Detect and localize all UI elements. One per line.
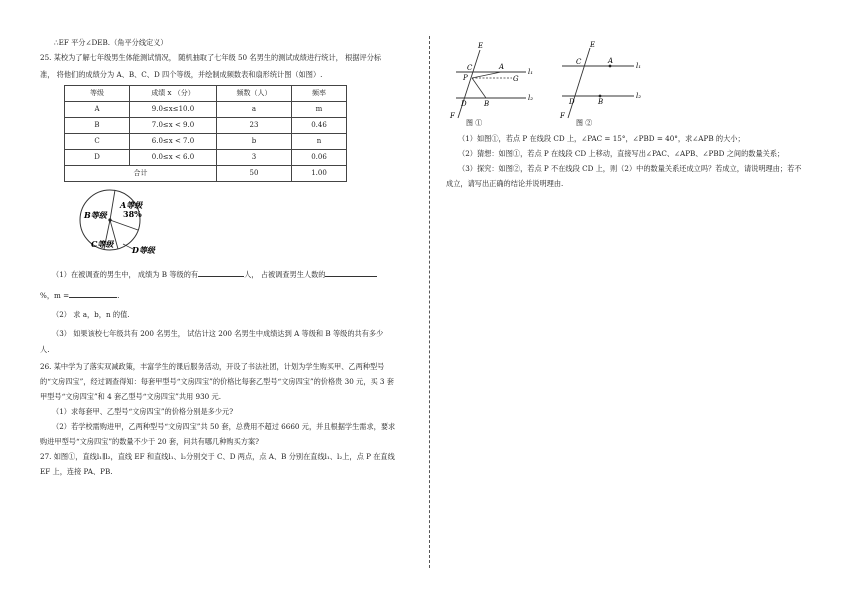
table-cell: m <box>292 102 347 118</box>
right-column <box>446 38 826 188</box>
table-cell: A <box>65 102 130 118</box>
q25-sub1-text: %，m = <box>40 291 70 300</box>
q26-sub1: （1）求每套甲、乙型号“文房四宝”的价格分别是多少元? <box>52 407 234 416</box>
q25-sub3-cont: 人. <box>40 345 50 354</box>
column-divider <box>429 36 430 568</box>
segment-pa <box>472 72 501 78</box>
table-total-row <box>65 166 347 182</box>
answer-blank <box>198 268 244 277</box>
table-row <box>65 102 347 118</box>
left-column <box>40 38 428 476</box>
table-cell: b <box>217 134 292 150</box>
frequency-table <box>64 85 347 182</box>
q25-line1: 25. 某校为了解七年级男生体能测试情况， 随机抽取了七年级 50 名男生的测试成绩进行统计， 根据评分标 <box>40 53 382 62</box>
point-a-dot <box>609 65 612 68</box>
fig2-label-b: B <box>598 98 604 106</box>
table-cell: 3 <box>217 150 292 166</box>
q25-sub1-text: 人， 占被调查男生人数的 <box>244 270 326 279</box>
q27-sub3: （3）探究：如图②，若点 P 不在线段 CD 上，则（2）中的数量关系还成立吗？若成立，请说明理由；若不 <box>458 164 802 173</box>
question-27 <box>40 452 428 476</box>
table-row <box>65 134 347 150</box>
table-header-cell: 等级 <box>65 86 130 102</box>
fig1-label-a: A <box>499 63 505 71</box>
fig1-label-f: F <box>450 112 455 120</box>
table-cell: 0.0≤x < 6.0 <box>130 150 217 166</box>
table-cell: a <box>217 102 292 118</box>
pie-center-dot <box>108 218 111 221</box>
fig1-label-b: B <box>484 100 490 108</box>
pie-label-a-pct: 38% <box>123 209 142 219</box>
table-cell: 6.0≤x < 7.0 <box>130 134 217 150</box>
figure-1 <box>446 38 546 126</box>
table-row <box>65 150 347 166</box>
q25-sub1-cont <box>40 289 428 300</box>
pie-label-d: D等级 <box>132 245 155 255</box>
table-cell: 1.00 <box>292 166 347 182</box>
table-row <box>65 118 347 134</box>
pie-slice-edge <box>110 220 138 230</box>
ef-bisect-line: ∴EF 平分∠DEB.（角平分线定义） <box>54 38 168 47</box>
q25-sub2: （2） 求 a，b，n 的值. <box>52 310 130 319</box>
pie-label-c: C等级 <box>91 239 114 249</box>
fig2-label-d: D <box>569 98 575 106</box>
fig1-label-l1: l₁ <box>528 68 534 76</box>
question-25 <box>40 53 428 354</box>
table-header-cell: 频数（人） <box>217 86 292 102</box>
fig2-label-e: E <box>590 41 596 49</box>
table-cell: 0.06 <box>292 150 347 166</box>
fig2-label-a: A <box>608 57 614 65</box>
fig1-caption: 图 ① <box>466 119 483 126</box>
fig1-label-g: G <box>513 75 519 83</box>
fig2-label-c: C <box>576 58 582 66</box>
answer-blank <box>325 268 377 277</box>
q27-sub3-cont: 成立，请写出正确的结论并说明理由. <box>446 179 564 188</box>
table-cell: B <box>65 118 130 134</box>
fig1-label-l2: l₂ <box>528 94 534 102</box>
table-cell: 0.46 <box>292 118 347 134</box>
q26-line3: 甲型号“文房四宝”和 4 套乙型号“文房四宝”共用 930 元. <box>40 392 221 401</box>
table-cell: D <box>65 150 130 166</box>
segment-pb <box>472 78 486 98</box>
fig1-label-e: E <box>478 42 484 50</box>
fig1-label-d: D <box>461 100 467 108</box>
table-cell: 23 <box>217 118 292 134</box>
q27-sub1: （1）如图①，若点 P 在线段 CD 上，∠PAC = 15°，∠PBD = 40°，求∠APB 的大小； <box>458 134 745 143</box>
pie-label-b: B等级 <box>84 210 107 220</box>
figure-2 <box>554 38 654 126</box>
q25-sub1-text: （1）在被调查的男生中， 成绩为 B 等级的有 <box>52 270 199 279</box>
fig1-label-c: C <box>467 64 473 72</box>
q27-line2: EF 上，连接 PA、PB. <box>40 467 113 476</box>
table-cell: C <box>65 134 130 150</box>
table-cell: 合计 <box>65 166 217 182</box>
q27-sub2: （2）猜想：如图①，若点 P 在线段 CD 上移动，直接写出∠PAC、∠APB、∠PBD 之间的数量关系； <box>458 149 785 158</box>
table-cell: 9.0≤x≤10.0 <box>130 102 217 118</box>
q26-sub2-cont: 购进甲型号“文房四宝”的数量不少于 20 套，问共有哪几种购买方案? <box>40 437 259 446</box>
pie-chart <box>60 186 190 256</box>
fig2-caption: 图 ② <box>576 119 593 126</box>
fig2-label-l2: l₂ <box>636 92 642 100</box>
table-header-cell: 成绩 x （分） <box>130 86 217 102</box>
answer-blank <box>69 289 120 300</box>
q25-sub1-text: . <box>117 291 120 300</box>
fig2-label-f: F <box>560 112 565 120</box>
table-header-row <box>65 86 347 102</box>
pie-label-a: A等级 <box>120 200 143 210</box>
table-cell: 7.0≤x < 9.0 <box>130 118 217 134</box>
q25-line2: 准， 将他们的成绩分为 A、B、C、D 四个等级，并绘制成频数表和扇形统计图（如图）. <box>40 70 323 79</box>
q26-line2: 的“文房四宝”，经过调查得知：每套甲型号“文房四宝”的价格比每套乙型号“文房四宝”的价格贵 30 元，买 3 套 <box>40 377 394 386</box>
fig2-label-l1: l₁ <box>636 62 642 70</box>
table-cell: 50 <box>217 166 292 182</box>
fig1-label-p: P <box>463 74 468 82</box>
table-cell: n <box>292 134 347 150</box>
table-header-cell: 频率 <box>292 86 347 102</box>
q25-sub1 <box>40 268 428 279</box>
q26-line1: 26. 某中学为了落实双减政策，丰富学生的课后服务活动，开设了书法社团，计划为学生购买甲、乙两种型号 <box>40 362 385 371</box>
pie-slice-edge <box>110 190 115 220</box>
figures-row <box>446 38 826 128</box>
point-b-dot <box>599 95 602 98</box>
q26-sub2: （2）若学校需购进甲，乙两种型号“文房四宝”共 50 套，总费用不超过 6660 元，并且根据学生需求，要求 <box>52 422 396 431</box>
question-26 <box>40 362 428 446</box>
q27-line1: 27. 如图①，直线l₁∥l₂，直线 EF 和直线l₁、l₂分别交于 C、D 两点，点 A、B 分别在直线l₁、l₂上，点 P 在直线 <box>40 452 395 461</box>
q25-sub3: （3） 如果该校七年级共有 200 名男生， 试估计这 200 名男生中成绩达到 A 等级和 B 等级的共有多少 <box>52 329 384 338</box>
